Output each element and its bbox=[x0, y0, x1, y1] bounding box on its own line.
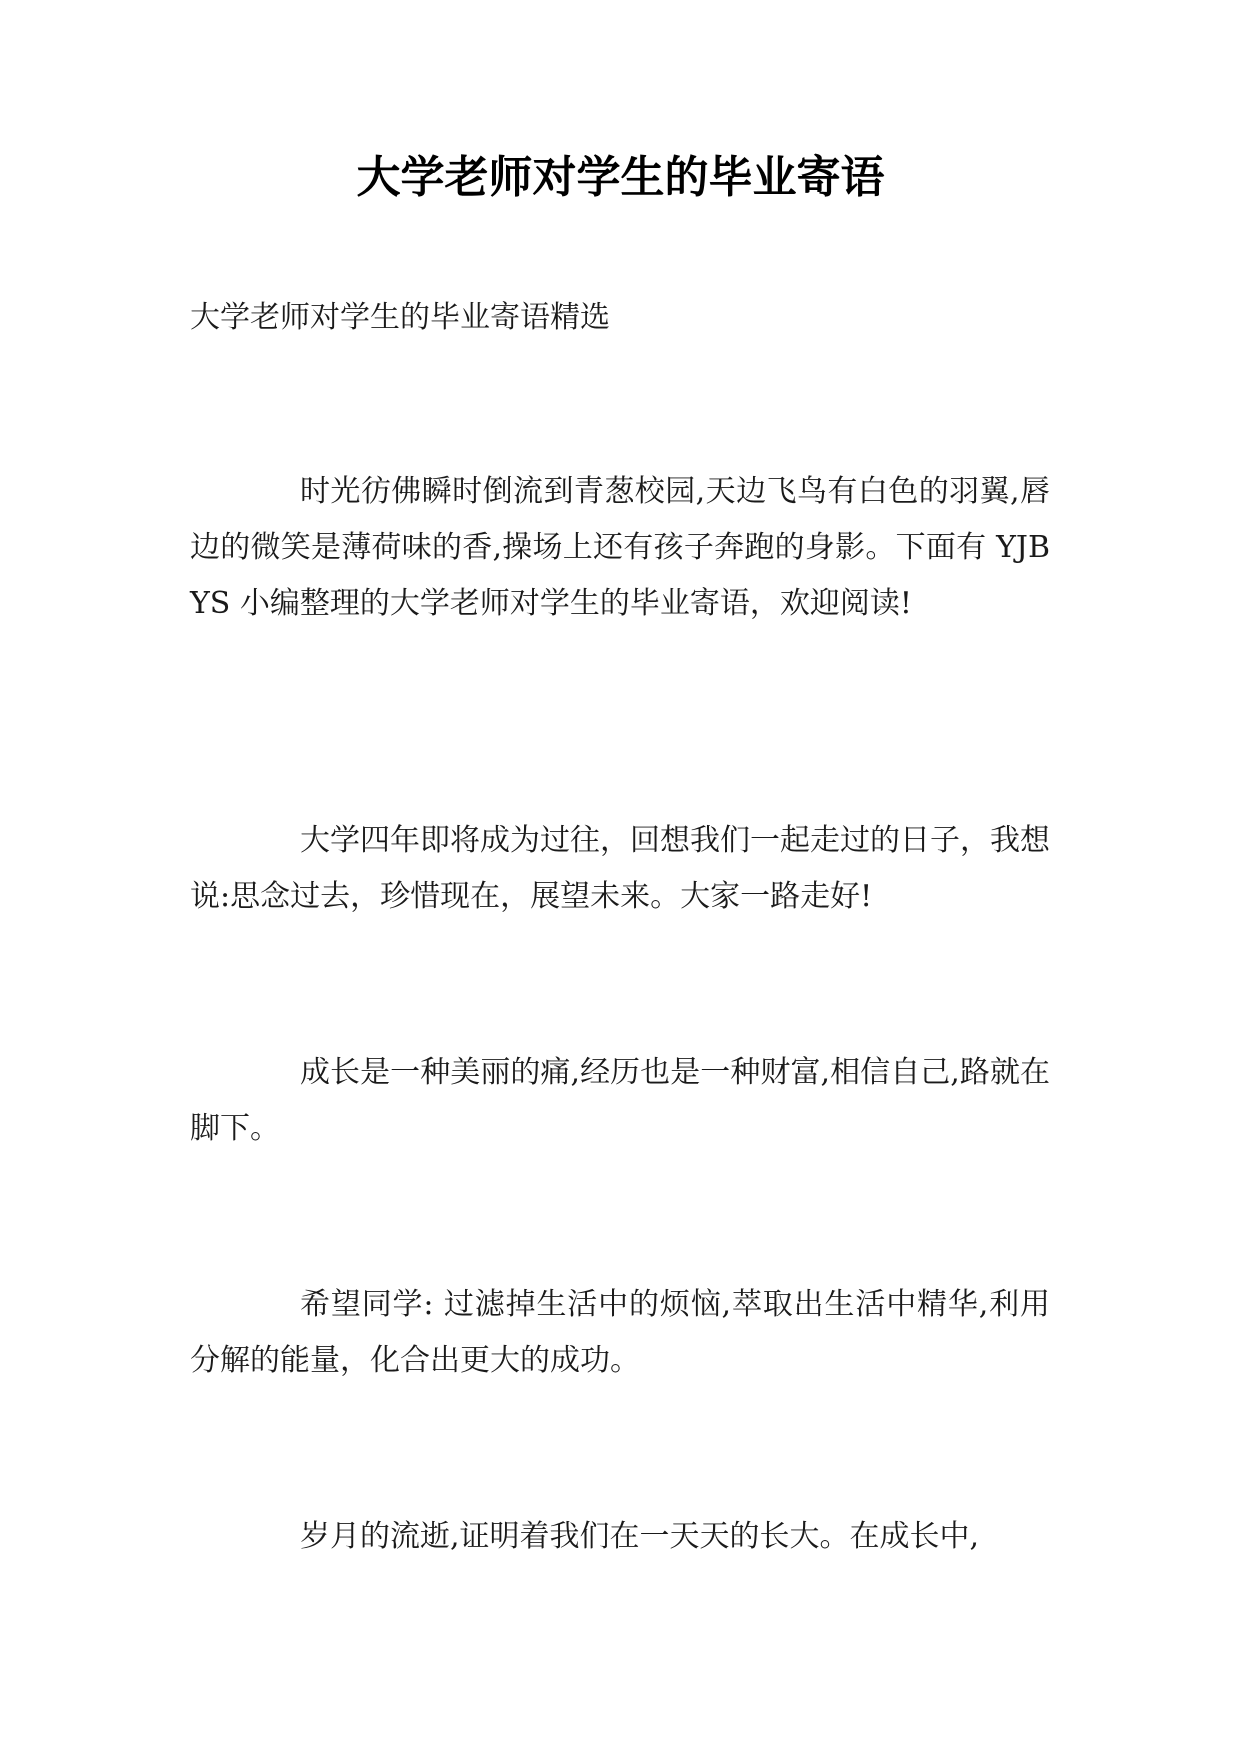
paragraph-message-1: 大学四年即将成为过往，回想我们一起走过的日子，我想说:思念过去，珍惜现在，展望未来。大家一路走好! bbox=[190, 823, 1050, 914]
paragraph-message-4: 岁月的流逝,证明着我们在一天天的长大。在成长中, bbox=[300, 1519, 980, 1554]
paragraph-message-2: 成长是一种美丽的痛,经历也是一种财富,相信自己,路就在脚下。 bbox=[190, 1055, 1050, 1146]
paragraph-message-3: 希望同学: 过滤掉生活中的烦恼,萃取出生活中精华,利用分解的能量，化合出更大的成功。 bbox=[190, 1287, 1050, 1378]
document-subtitle: 大学老师对学生的毕业寄语精选 bbox=[190, 300, 610, 335]
paragraph-intro: 时光彷佛瞬时倒流到青葱校园,天边飞鸟有白色的羽翼,唇边的微笑是薄荷味的香,操场上还有孩子奔跑的身影。下面有 YJBYS 小编整理的大学老师对学生的毕业寄语，欢迎阅读! bbox=[190, 474, 1050, 621]
document-title: 大学老师对学生的毕业寄语 bbox=[356, 152, 885, 203]
